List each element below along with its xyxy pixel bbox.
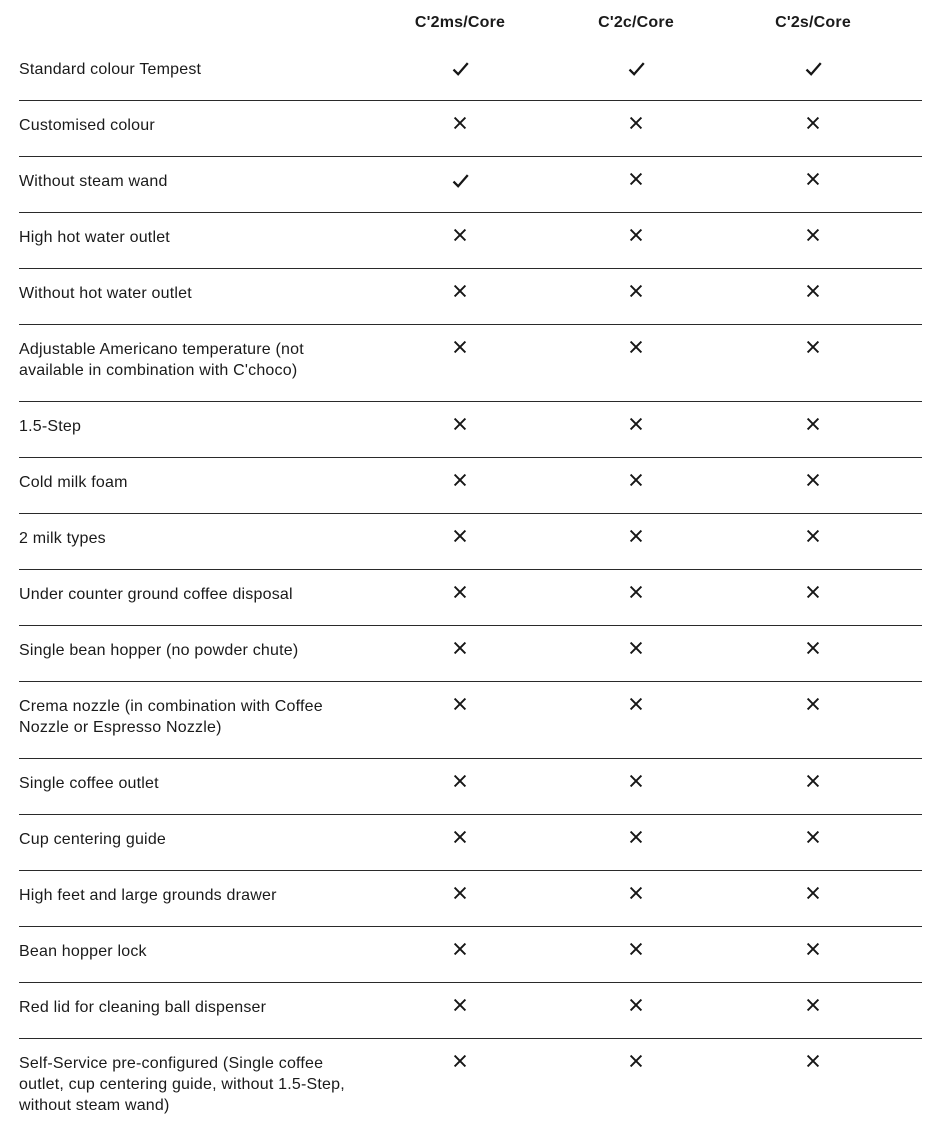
feature-label: Adjustable Americano temperature (not available in combination with C'choco)	[19, 341, 304, 379]
table-row	[19, 213, 922, 269]
cross-icon	[627, 170, 645, 188]
cross-icon	[627, 415, 645, 433]
mark-cell	[372, 983, 548, 1038]
table-row	[19, 682, 922, 759]
table-row	[19, 983, 922, 1039]
mark-cell	[548, 815, 724, 870]
mark-cell	[372, 1039, 548, 1135]
mark-cell	[548, 213, 724, 268]
mark-cell	[548, 983, 724, 1038]
feature-label: Red lid for cleaning ball dispenser	[19, 999, 267, 1016]
check-icon	[450, 170, 471, 191]
table-header-row	[19, 0, 922, 45]
mark-cell	[372, 402, 548, 457]
mark-cell	[548, 871, 724, 926]
cross-icon	[804, 884, 822, 902]
mark-cell	[724, 157, 902, 212]
cross-icon	[627, 1052, 645, 1070]
mark-cell	[724, 871, 902, 926]
mark-cell	[724, 815, 902, 870]
feature-label: Crema nozzle (in combination with Coffee Nozzle or Espresso Nozzle)	[19, 698, 323, 736]
cross-icon	[451, 527, 469, 545]
mark-cell	[724, 325, 902, 401]
cross-icon	[451, 639, 469, 657]
table-row	[19, 570, 922, 626]
table-row	[19, 458, 922, 514]
mark-cell	[548, 269, 724, 324]
mark-cell	[372, 269, 548, 324]
mark-cell	[372, 626, 548, 681]
mark-cell	[372, 927, 548, 982]
table-row	[19, 626, 922, 682]
mark-cell	[724, 514, 902, 569]
mark-cell	[372, 213, 548, 268]
cross-icon	[451, 583, 469, 601]
cross-icon	[627, 226, 645, 244]
cross-icon	[804, 639, 822, 657]
feature-label: 1.5-Step	[19, 418, 82, 435]
table-row	[19, 815, 922, 871]
mark-cell	[548, 927, 724, 982]
cross-icon	[451, 226, 469, 244]
column-header-c2c-core: C'2c/Core	[598, 14, 674, 31]
cross-icon	[804, 940, 822, 958]
mark-cell	[372, 458, 548, 513]
cross-icon	[451, 1052, 469, 1070]
cross-icon	[804, 828, 822, 846]
feature-label: High hot water outlet	[19, 229, 170, 246]
cross-icon	[804, 527, 822, 545]
table-row	[19, 157, 922, 213]
cross-icon	[451, 695, 469, 713]
table-row	[19, 269, 922, 325]
mark-cell	[372, 682, 548, 758]
mark-cell	[724, 269, 902, 324]
cross-icon	[627, 282, 645, 300]
mark-cell	[724, 682, 902, 758]
mark-cell	[548, 101, 724, 156]
mark-cell	[372, 514, 548, 569]
cross-icon	[451, 471, 469, 489]
cross-icon	[451, 282, 469, 300]
cross-icon	[804, 583, 822, 601]
mark-cell	[372, 570, 548, 625]
cross-icon	[451, 772, 469, 790]
cross-icon	[627, 772, 645, 790]
mark-cell	[372, 759, 548, 814]
cross-icon	[804, 226, 822, 244]
cross-icon	[804, 695, 822, 713]
mark-cell	[372, 157, 548, 212]
cross-icon	[627, 583, 645, 601]
cross-icon	[804, 170, 822, 188]
cross-icon	[451, 884, 469, 902]
mark-cell	[724, 983, 902, 1038]
cross-icon	[451, 828, 469, 846]
cross-icon	[627, 338, 645, 356]
cross-icon	[804, 338, 822, 356]
table-row	[19, 927, 922, 983]
feature-label: Without hot water outlet	[19, 285, 192, 302]
feature-label: Bean hopper lock	[19, 943, 147, 960]
mark-cell	[548, 157, 724, 212]
feature-label: Standard colour Tempest	[19, 61, 202, 78]
cross-icon	[627, 527, 645, 545]
mark-cell	[548, 402, 724, 457]
cross-icon	[451, 415, 469, 433]
feature-label: High feet and large grounds drawer	[19, 887, 277, 904]
cross-icon	[804, 415, 822, 433]
mark-cell	[724, 101, 902, 156]
cross-icon	[451, 338, 469, 356]
feature-label: Cold milk foam	[19, 474, 128, 491]
mark-cell	[372, 325, 548, 401]
mark-cell	[548, 682, 724, 758]
table-body	[19, 45, 922, 1135]
mark-cell	[724, 759, 902, 814]
mark-cell	[548, 458, 724, 513]
mark-cell	[724, 458, 902, 513]
mark-cell	[724, 927, 902, 982]
cross-icon	[627, 940, 645, 958]
table-row	[19, 325, 922, 402]
cross-icon	[627, 695, 645, 713]
cross-icon	[627, 884, 645, 902]
table-row	[19, 101, 922, 157]
cross-icon	[804, 996, 822, 1014]
mark-cell	[372, 815, 548, 870]
feature-label: Under counter ground coffee disposal	[19, 586, 293, 603]
table-row	[19, 514, 922, 570]
mark-cell	[372, 871, 548, 926]
mark-cell	[548, 626, 724, 681]
column-header-c2ms-core: C'2ms/Core	[414, 14, 506, 31]
mark-cell	[548, 570, 724, 625]
mark-cell	[724, 213, 902, 268]
mark-cell	[724, 626, 902, 681]
mark-cell	[548, 1039, 724, 1135]
cross-icon	[627, 828, 645, 846]
table-row	[19, 402, 922, 458]
cross-icon	[451, 940, 469, 958]
mark-cell	[724, 1039, 902, 1135]
check-icon	[626, 58, 647, 79]
mark-cell	[724, 570, 902, 625]
cross-icon	[451, 996, 469, 1014]
cross-icon	[804, 282, 822, 300]
table-row	[19, 759, 922, 815]
mark-cell	[548, 325, 724, 401]
feature-label: Cup centering guide	[19, 831, 167, 848]
cross-icon	[627, 996, 645, 1014]
cross-icon	[804, 772, 822, 790]
feature-column-spacer	[19, 0, 372, 45]
feature-label: Customised colour	[19, 117, 155, 134]
mark-cell	[548, 759, 724, 814]
mark-cell	[372, 45, 548, 100]
cross-icon	[451, 114, 469, 132]
feature-label: 2 milk types	[19, 530, 106, 547]
mark-cell	[724, 402, 902, 457]
feature-label: Single coffee outlet	[19, 775, 159, 792]
table-row	[19, 871, 922, 927]
check-icon	[803, 58, 824, 79]
mark-cell	[724, 45, 902, 100]
cross-icon	[627, 639, 645, 657]
mark-cell	[548, 514, 724, 569]
check-icon	[450, 58, 471, 79]
cross-icon	[627, 114, 645, 132]
mark-cell	[372, 101, 548, 156]
cross-icon	[804, 1052, 822, 1070]
cross-icon	[804, 114, 822, 132]
feature-label: Without steam wand	[19, 173, 168, 190]
cross-icon	[804, 471, 822, 489]
column-header-c2s-core: C'2s/Core	[775, 14, 851, 31]
feature-label: Self-Service pre-configured (Single coffee outlet, cup centering guide, without 1.5-Step, without steam wand)	[19, 1055, 345, 1114]
feature-label: Single bean hopper (no powder chute)	[19, 642, 299, 659]
table-row	[19, 1039, 922, 1135]
cross-icon	[627, 471, 645, 489]
table-row	[19, 45, 922, 101]
mark-cell	[548, 45, 724, 100]
